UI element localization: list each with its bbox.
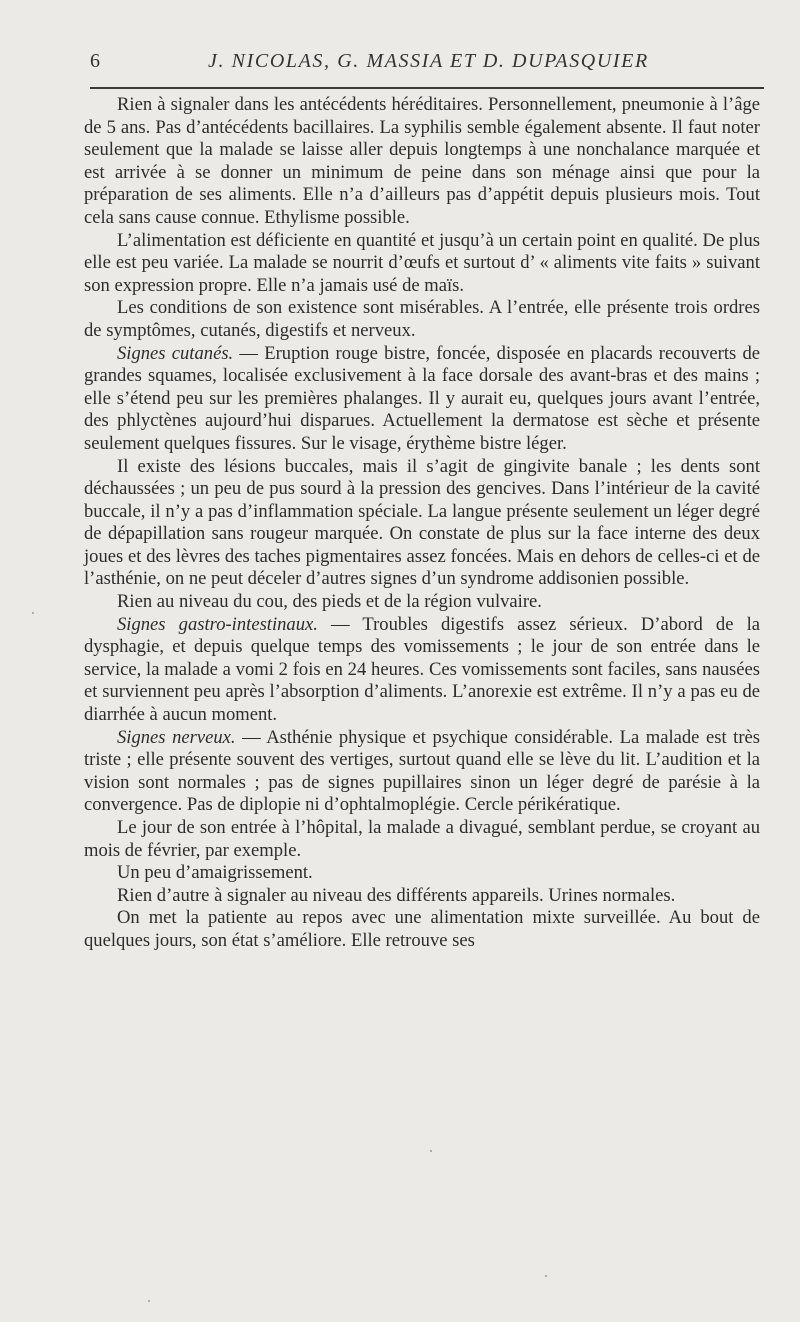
paragraph: Rien à signaler dans les antécédents héréditaires. Personnellement, pneumonie à l’âge de 5 ans. Pas d’antécédents bacillaires. La syphilis semble également absente. Il faut noter seulement que la malade se laisse aller depuis longtemps à une nonchalance marquée et est arrivée à se donner un minimum de peine dans son ménage ainsi que pour la préparation de ses aliments. Elle n’a d’ailleurs pas d’appétit depuis plusieurs mois. Tout cela sans cause connue. Ethylisme possible.	[84, 94, 760, 228]
section-lead: Signes cutanés.	[117, 342, 234, 364]
paragraph: On met la patiente au repos avec une alimentation mixte surveillée. Au bout de quelques jours, son état s’améliore. Elle retrouve ses	[84, 907, 760, 951]
page-number: 6	[90, 50, 100, 72]
section-lead: Signes nerveux.	[117, 726, 236, 748]
paragraph-signes-nerveux: Signes nerveux. — Asthénie physique et psychique considérable. La malade est très triste ; elle présente souvent des vertiges, surtout quand elle se lève du lit. L’audition et la vision sont normales ; pas de signes pupillaires sinon un léger degré de parésie à la convergence. Pas de diplopie ni d’ophtalmoplégie. Cercle périkératique.	[84, 726, 760, 816]
paragraph: Il existe des lésions buccales, mais il s’agit de gingivite banale ; les dents sont déchaussées ; un peu de pus sourd à la pression des gencives. Dans l’intérieur de la cavité buccale, il n’y a pas d’inflammation spéciale. La langue présente seulement un léger degré de dépapillation sans rougeur marquée. On constate de plus sur la face interne des deux joues et des lèvres des taches pigmentaires assez foncées. Mais en dehors de celles-ci et de l’asthénie, on ne peut déceler d’autres signes d’un syndrome addisonien possible.	[84, 455, 760, 590]
paragraph-signes-gastro-intestinaux: Signes gastro-intestinaux. — Troubles digestifs assez sérieux. D’abord de la dysphagie, et depuis quelque temps des vomissements ; le jour de son entrée dans le service, la malade a vomi 2 fois en 24 heures. Ces vomissements sont faciles, sans nausées et surviennent peu après l’absorption d’aliments. L’anorexie est extrême. Il n’y a pas eu de diarrhée à aucun moment.	[84, 613, 761, 726]
paragraph: Rien au niveau du cou, des pieds et de la région vulvaire.	[117, 591, 542, 613]
page-header	[90, 50, 764, 78]
paper-speck	[32, 612, 34, 614]
paper-speck	[545, 1275, 547, 1277]
paragraph: Rien d’autre à signaler au niveau des différents appareils. Urines normales.	[117, 884, 676, 906]
paper-speck	[148, 1300, 150, 1302]
section-lead: Signes gastro-intestinaux.	[117, 613, 318, 635]
header-rule	[90, 87, 764, 89]
body-text	[84, 94, 760, 953]
paragraph: Les conditions de son existence sont misérables. A l’entrée, elle présente trois ordres de symptômes, cutanés, digestifs et nerveux.	[84, 297, 760, 341]
paragraph-signes-cutanes: Signes cutanés. — Eruption rouge bistre, foncée, disposée en placards recouverts de grandes squames, localisée exclusivement à la face dorsale des avant-bras et des mains ; elle s’étend peu sur les premières phalanges. Il y aurait eu, quelques jours avant l’entrée, des phlyctènes aujourd’hui disparues. Actuellement la dermatose est sèche et présente seulement quelques fissures. Sur le visage, érythème bistre léger.	[84, 342, 761, 454]
paragraph: Un peu d’amaigrissement.	[117, 862, 313, 884]
running-head: J. NICOLAS, G. MASSIA ET D. DUPASQUIER	[208, 50, 649, 72]
paragraph: Le jour de son entrée à l’hôpital, la malade a divagué, semblant perdue, se croyant au mois de février, par exemple.	[84, 817, 760, 861]
paragraph: L’alimentation est déficiente en quantité et jusqu’à un certain point en qualité. De plus elle est peu variée. La malade se nourrit d’œufs et surtout d’ « aliments vite faits » suivant son expression propre. Elle n’a jamais usé de maïs.	[84, 229, 760, 296]
paper-speck	[430, 1150, 432, 1152]
